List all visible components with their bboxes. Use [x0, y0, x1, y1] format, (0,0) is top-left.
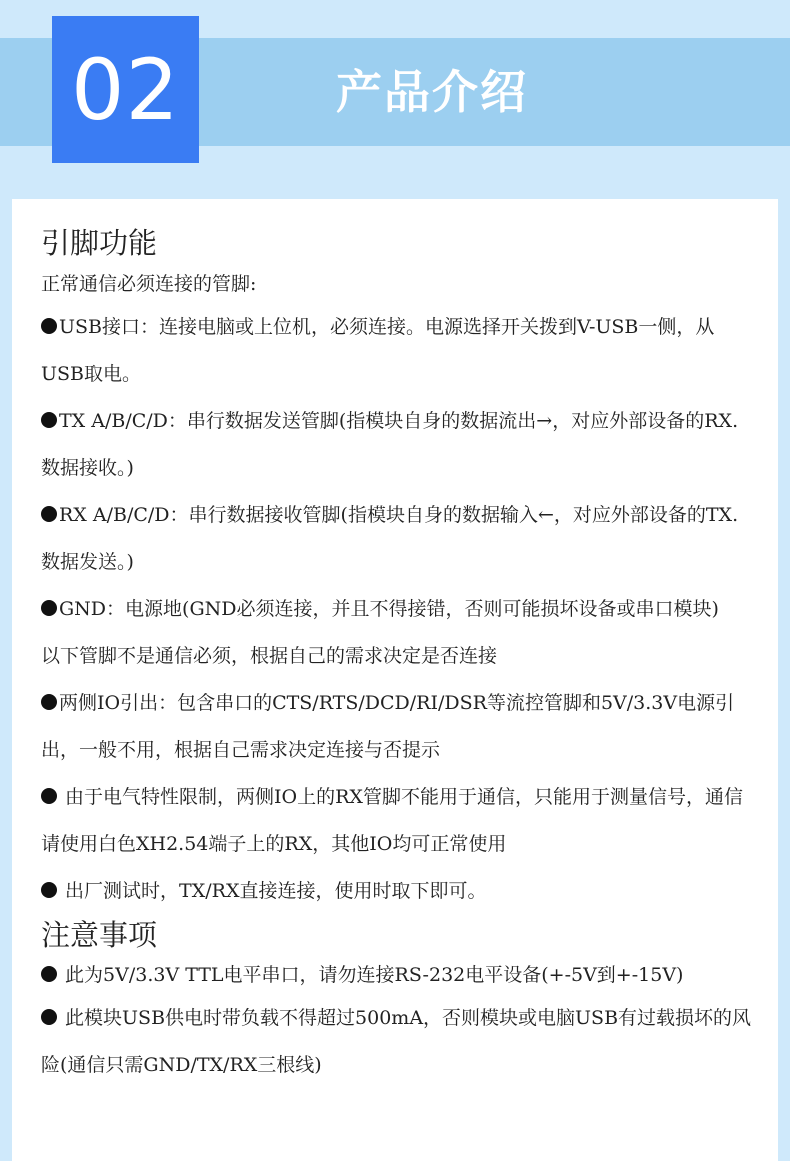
bullet-icon: [41, 412, 57, 428]
optional-item-rx-limit: 由于电气特性限制，两侧IO上的RX管脚不能用于通信，只能用于测量信号，通信请使用白色XH2.54端子上的RX，其他IO均可正常使用: [41, 785, 743, 855]
pin-item-usb: USB接口：连接电脑或上位机，必须连接。电源选择开关拨到V-USB一侧，从USB取电。: [41, 315, 715, 385]
content-card: [12, 199, 778, 1161]
note-item-ttl: 此为5V/3.3V TTL电平串口，请勿连接RS-232电平设备(+-5V到+-15V): [41, 955, 757, 995]
pin-item-gnd: GND：电源地(GND必须连接，并且不得接错，否则可能损坏设备或串口模块): [41, 586, 757, 633]
optional-item-factory-test: 出厂测试时，TX/RX直接连接，使用时取下即可。: [41, 868, 757, 915]
section-title: 产品介绍: [336, 65, 528, 119]
bullet-icon: [41, 318, 57, 334]
section-number-badge: 02: [52, 16, 199, 163]
pin-functions-intro: 正常通信必须连接的管脚:: [41, 272, 257, 295]
bullet-icon: [41, 600, 57, 616]
bullet-icon: [41, 506, 57, 522]
note-item-usb-load: 此模块USB供电时带负载不得超过500mA，否则模块或电脑USB有过载损坏的风险(通信只需GND/TX/RX三根线): [41, 1007, 752, 1077]
pin-item-tx: TX A/B/C/D：串行数据发送管脚(指模块自身的数据流出→，对应外部设备的RX.数据接收。): [41, 409, 739, 479]
optional-pins-intro: 以下管脚不是通信必须，根据自己的需求决定是否连接: [41, 644, 498, 667]
optional-item-io: 两侧IO引出：包含串口的CTS/RTS/DCD/RI/DSR等流控管脚和5V/3.3V电源引出，一般不用，根据自己需求决定连接与否提示: [41, 691, 735, 761]
content-body: [41, 223, 757, 1089]
bullet-icon: [41, 788, 57, 804]
bullet-icon: [41, 882, 57, 898]
pin-item-rx: RX A/B/C/D：串行数据接收管脚(指模块自身的数据输入←，对应外部设备的TX.数据发送。): [41, 503, 739, 573]
pin-functions-heading: 引脚功能: [41, 226, 158, 260]
bullet-icon: [41, 694, 57, 710]
notes-heading: 注意事项: [41, 917, 158, 952]
bullet-icon: [41, 966, 57, 982]
bullet-icon: [41, 1009, 57, 1025]
